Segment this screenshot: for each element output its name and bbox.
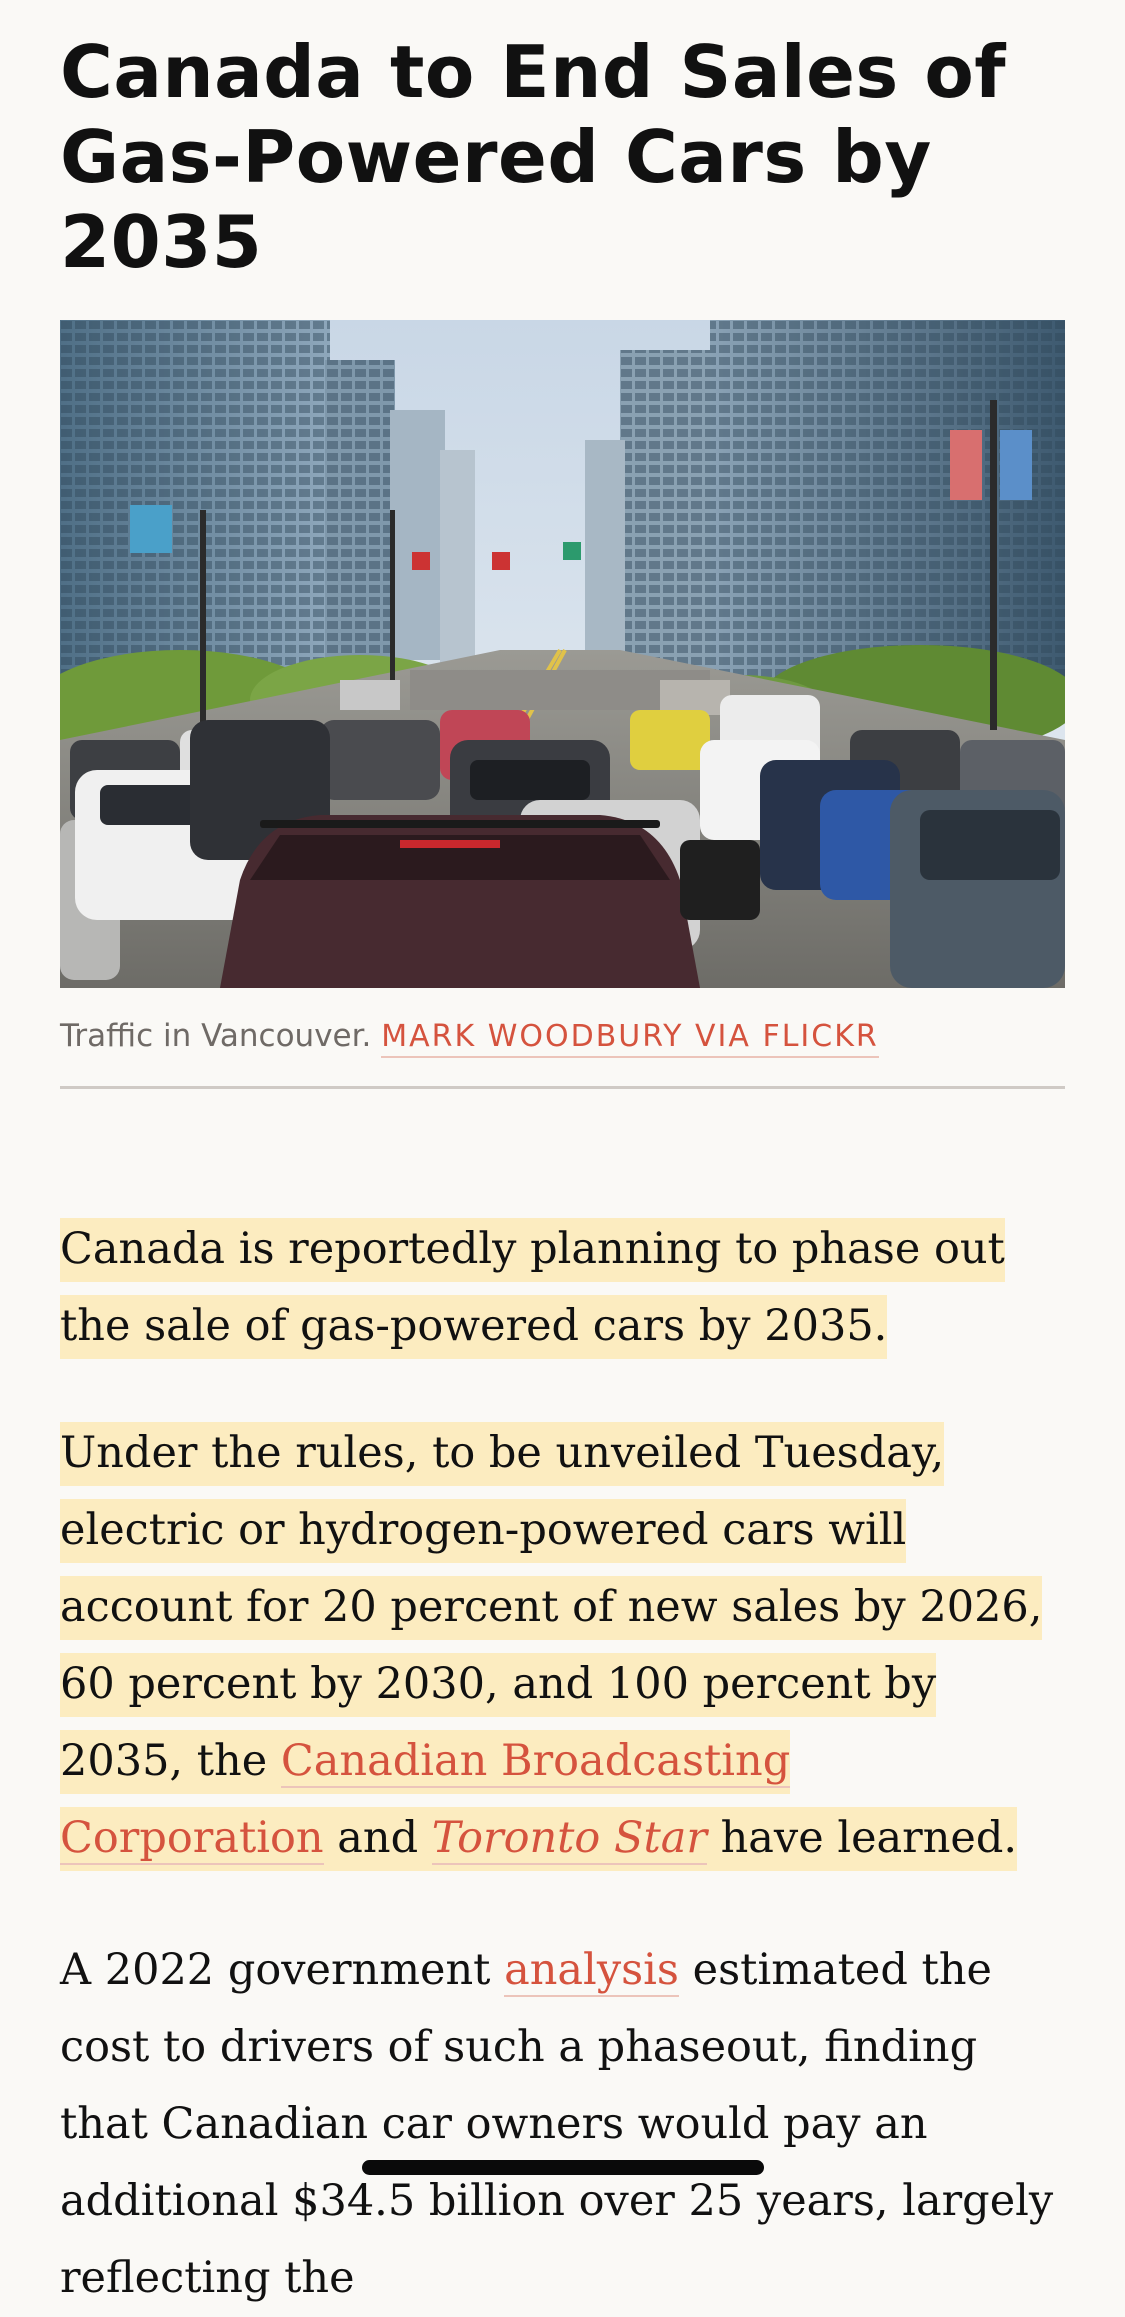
home-indicator[interactable] [362, 2160, 764, 2175]
analysis-link[interactable]: analysis [504, 1945, 679, 1995]
article-photo [60, 320, 1065, 988]
paragraph-text: have learned. [720, 1813, 1018, 1863]
paragraph-text: A 2022 government [60, 1945, 491, 1995]
cbc-link[interactable]: Canadian Broadcasting Corporation [60, 1736, 791, 1863]
paragraph-1 [60, 1211, 1065, 1365]
paragraph-3 [60, 1932, 1065, 2317]
photo-credit-link[interactable]: MARK WOODBURY VIA FLICKR [381, 1019, 879, 1058]
toronto-star-link[interactable]: Toronto Star [431, 1813, 707, 1863]
highlighted-text: Canada is reportedly planning to phase out the sale of gas-powered cars by 2035. [60, 1218, 1005, 1359]
paragraph-text: and [337, 1813, 419, 1863]
article-headline: Canada to End Sales of Gas-Powered Cars by 2035 [60, 30, 1007, 284]
paragraph-text: estimated the cost to drivers of such a phaseout, finding that Canadian car owners would pay an additional $34.5 billion over 25 years, largely reflecting the [60, 1945, 1054, 2303]
paragraph-2 [60, 1415, 1065, 1877]
caption-divider [60, 1086, 1065, 1089]
caption-text: Traffic in Vancouver. [60, 1018, 372, 1054]
photo-caption [60, 1012, 1065, 1061]
highlighted-text [60, 1422, 1042, 1871]
traffic-photo-image [60, 320, 1065, 988]
paragraph-text: Under the rules, to be unveiled Tuesday, electric or hydrogen-powered cars will account for 20 percent of new sales by 2026, 60 percent by 2030, and 100 percent by 2035, the [60, 1428, 1043, 1786]
